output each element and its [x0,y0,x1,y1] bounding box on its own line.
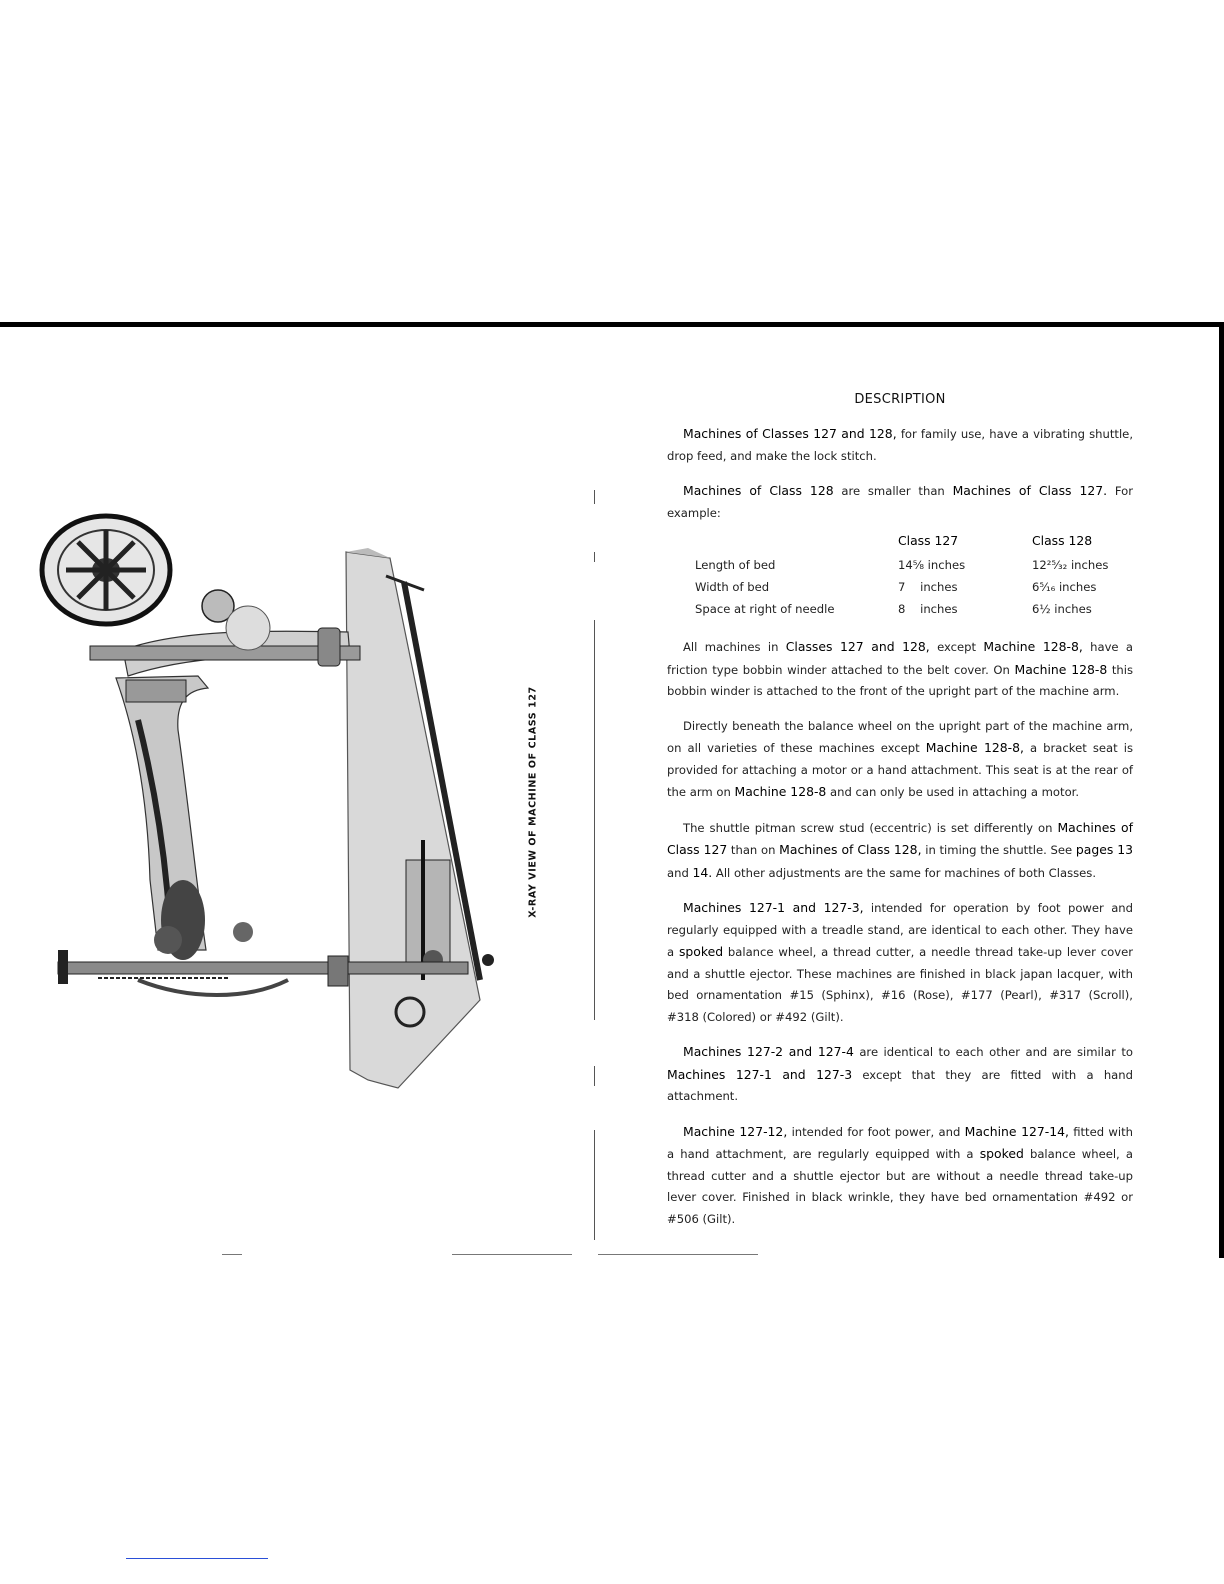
paragraph-machines-127-12-14 [667,1121,1133,1231]
bold-term: Machine 128-8, [983,639,1083,654]
table-row [695,578,1132,600]
page-heading: DESCRIPTION [854,392,946,407]
text-run: balance wheel, a thread cutter and a shuttle ejector but are without a needle thread take-up lever cover. Finished in black wrinkle, they have bed ornamentation #492 or #506 (Gilt). [667,1147,1133,1226]
bold-term: spoked [979,1146,1024,1161]
paragraph-class-comparison [667,480,1133,524]
text-run: and can only be used in attaching a motor. [826,785,1080,799]
bold-term: Machines of Class 127 [667,819,1133,857]
bold-term: pages 13 [1075,842,1134,857]
table-cell: 12²⁵⁄₃₂ inches [1032,558,1109,572]
bold-term: Machines 127-1 and 127-3, [683,900,864,915]
text-run: Directly beneath the balance wheel on the upright part of the machine arm, on all varieties of these machines except [667,718,1133,755]
paragraph-classes-intro [667,423,1133,467]
bold-term: Machines of Classes 127 and 128, [683,426,897,441]
text-run: intended for operation by foot power and regularly equipped with a treadle stand, are identical to each other. They have a [667,901,1134,959]
table-cell: 14⅝ inches [898,558,966,572]
text-run: are identical to each other and are similar to [853,1045,1133,1059]
table-row [695,600,1132,622]
bold-term: Machine 128-8 [1014,661,1108,677]
table-cell: 8 inches [898,602,958,616]
paragraph-machines-127-1-3 [667,897,1133,1028]
text-run: are smaller than [833,484,953,498]
bold-term: spoked [678,944,724,959]
text-run: except that they are fitted with a hand attachment. [667,1067,1133,1103]
bold-term: Classes 127 and 128, [785,639,930,654]
sewing-machine-xray-illustration [28,480,508,1100]
bold-term: Machines of Class 127. [952,483,1108,498]
table-cell: 6⁵⁄₁₆ inches [1032,580,1097,594]
table-cell: 6½ inches [1032,602,1092,616]
table-header: Class 128 [1032,533,1093,548]
bold-term: Machine 127-14, [964,1123,1069,1139]
table-cell: 7 inches [898,580,958,594]
table-cell: Length of bed [695,558,776,572]
scan-bottom-noise [222,1254,242,1255]
text-run: than on [727,843,780,857]
text-run: in timing the shuttle. See [921,843,1076,857]
dimensions-table [695,533,1132,622]
table-header [695,533,898,556]
scan-bottom-rule-left [452,1254,572,1255]
paragraph-shuttle-pitman [667,817,1133,885]
text-run: for family use, have a vibrating shuttle, drop feed, and make the lock stitch. [667,427,1134,463]
text-run: All other adjustments are the same for machines of both Classes. [712,865,1097,880]
scan-bottom-rule-right [598,1254,758,1255]
text-run: fitted with a hand attachment, are regularly equipped with a [667,1124,1134,1161]
text-run: a bracket seat is provided for attaching a motor or a hand attachment. This seat is at the rear of the arm on [667,741,1133,799]
bold-term: Machines of Class 128, [779,842,922,857]
text-run: The shuttle pitman screw stud (eccentric) is set differently on [683,820,1058,835]
text-run: For example: [667,484,1133,520]
text-run: balance wheel, a thread cutter, a needle thread take-up lever cover and a shuttle ejector. These machines are finished in black japan lacquer, with bed ornamentation #15 (Sphinx), #16 (Rose), #177 (Pearl), #317 (Scroll), #318 (Colored) or #492 (Gilt). [667,945,1133,1024]
text-run: All machines in [683,640,786,654]
text-run: this bobbin winder is attached to the front of the upright part of the machine arm. [667,662,1134,698]
table-header: Class 127 [898,533,959,548]
text-run: except [929,640,984,654]
bold-term: Machine 128-8, [925,740,1024,755]
paragraph-bobbin-winder [667,636,1133,703]
bold-term: Machine 128-8 [734,784,827,799]
bold-term: Machine 127-12, [683,1123,788,1139]
table-cell: Width of bed [695,580,770,594]
scan-right-border [1219,322,1224,1258]
table-header-row [695,533,1132,556]
description-section [667,392,1133,1243]
table-cell: Space at right of needle [695,602,835,616]
bold-term: 14. [692,864,713,880]
bold-term: Machines of Class 128 [683,483,834,498]
text-run: intended for foot power, and [787,1124,965,1139]
bold-term: Machines 127-2 and 127-4 [683,1044,854,1059]
page-gutter [594,490,596,1250]
footer-link-underline [126,1558,268,1559]
table-row [695,556,1132,578]
paragraph-machines-127-2-4 [667,1041,1133,1108]
text-run: and [667,865,693,880]
text-run: have a friction type bobbin winder attached to the belt cover. On [667,640,1133,677]
paragraph-bracket-seat [667,716,1133,804]
bold-term: Machines 127-1 and 127-3 [667,1066,853,1082]
